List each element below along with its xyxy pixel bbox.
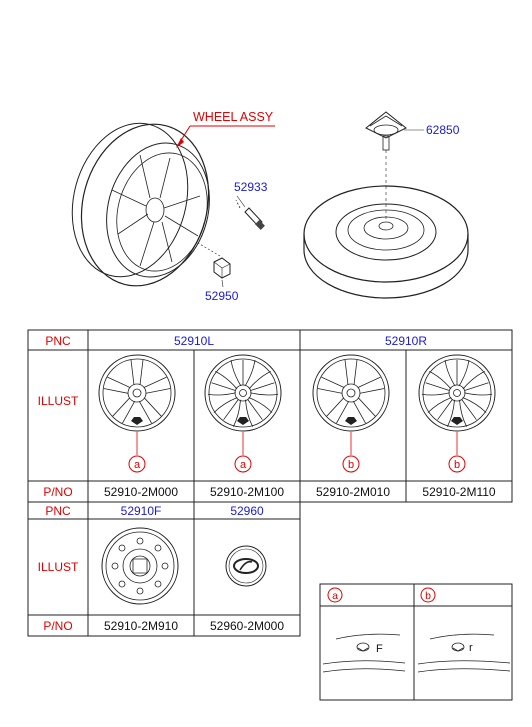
legend-marker-b: b [425, 590, 431, 602]
spare-holder-illustration [366, 112, 424, 150]
part-number-cell: 52960-2M000 [209, 619, 285, 633]
part-number-cell: 52910-2M100 [209, 485, 285, 499]
table1-pnc-label: PNC [45, 334, 71, 348]
legend-marker-circles [328, 588, 435, 602]
table2-illust-label: ILLUST [37, 560, 79, 574]
marking-legend [320, 584, 512, 700]
table1-pno-label: P/NO [43, 485, 73, 499]
wheel-assy-illustration [56, 110, 226, 301]
parts-table-wheels [28, 330, 512, 502]
part-number-cell: 52910-2M010 [315, 485, 391, 499]
part-number-cell: 52910-2M910 [103, 619, 179, 633]
table1-pnc-right: 52910R [384, 334, 428, 348]
table1-pnc-left: 52910L [173, 334, 215, 348]
marker-connectors [137, 432, 457, 455]
wheel-assy-label: WHEEL ASSY [193, 110, 274, 124]
marker-label: b [347, 459, 355, 471]
wheel-nut-illustration [198, 243, 230, 287]
nut-part-number: 52950 [205, 289, 239, 303]
legend-marker-a: a [332, 590, 338, 602]
rim-marking-b [418, 634, 510, 672]
rim-marking-a [323, 634, 405, 672]
rim-mark-b-text: r [469, 642, 473, 654]
marker-label: b [453, 459, 461, 471]
marker-circles [129, 456, 465, 472]
rim-mark-a-text: F [376, 643, 383, 655]
table2-pnc-spare: 52910F [120, 504, 162, 518]
table2-pnc-cap: 52960 [230, 504, 264, 518]
table2-pnc-label: PNC [45, 504, 71, 518]
valve-illustration [236, 196, 265, 230]
wheel-illustration [99, 355, 495, 431]
part-number-cell: 52910-2M000 [103, 485, 179, 499]
table1-illust-label: ILLUST [37, 394, 79, 408]
marker-label: a [133, 459, 141, 471]
table2-pno-label: P/NO [43, 619, 73, 633]
steel-wheel-illustration [102, 528, 178, 604]
center-cap-illustration [226, 546, 266, 586]
marker-label: a [239, 459, 247, 471]
spare-tire-illustration [304, 150, 468, 298]
part-number-cell: 52910-2M110 [422, 485, 496, 499]
valve-part-number: 52933 [234, 180, 268, 194]
spare-holder-part-number: 62850 [426, 123, 460, 137]
